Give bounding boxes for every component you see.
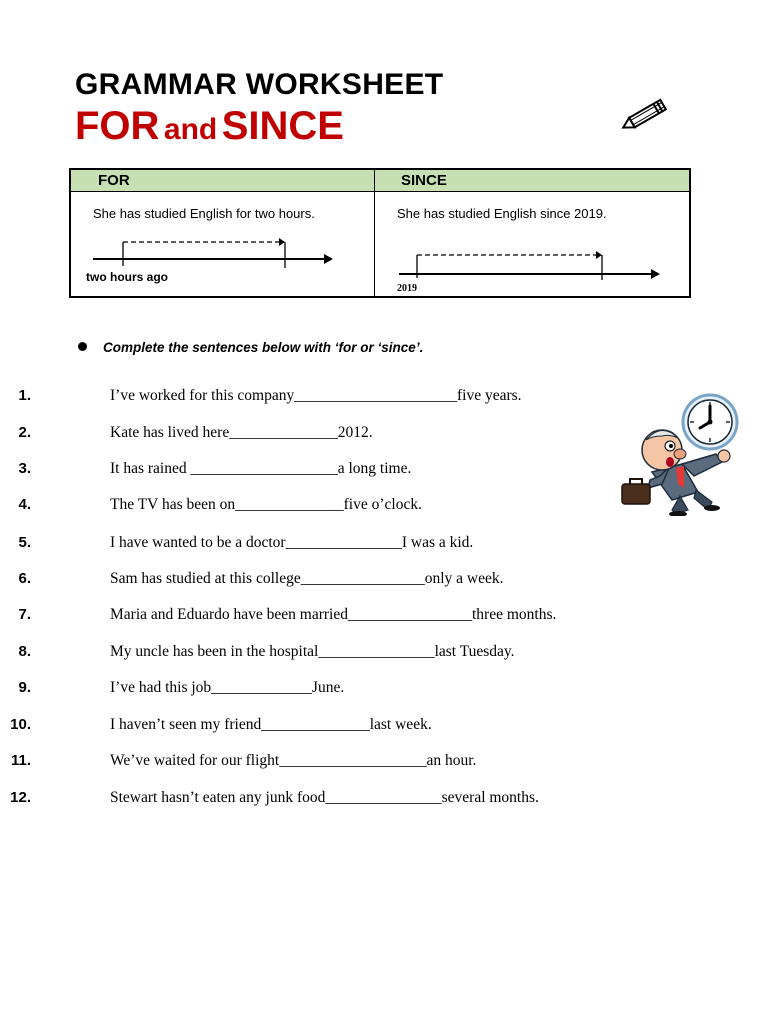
- question-text: It has rained ___________________a long time.: [110, 460, 412, 477]
- for-example: She has studied English for two hours.: [93, 206, 315, 221]
- question-8: [0, 641, 700, 665]
- question-2: [0, 422, 700, 446]
- since-timeline-label: 2019: [397, 283, 417, 294]
- worksheet-subtitle: [75, 104, 344, 149]
- clock-businessman-illustration: [612, 392, 742, 516]
- question-number: 7.: [18, 606, 31, 623]
- question-5: [0, 532, 700, 556]
- since-column: [375, 170, 689, 296]
- question-number: 5.: [18, 534, 31, 551]
- worksheet-title: GRAMMAR WORKSHEET: [75, 68, 444, 101]
- question-text: We’ve waited for our flight___________________an hour.: [110, 752, 477, 769]
- question-number: 8.: [18, 643, 31, 660]
- subtitle-and: and: [163, 113, 218, 146]
- question-3: [0, 458, 700, 482]
- for-column: [71, 170, 375, 296]
- question-number: 1.: [18, 387, 31, 404]
- question-6: [0, 568, 700, 592]
- question-number: 2.: [18, 424, 31, 441]
- question-text: I’ve worked for this company_____________________five years.: [110, 387, 522, 404]
- question-text: Maria and Eduardo have been married________________three months.: [110, 606, 557, 623]
- question-number: 11.: [10, 752, 31, 769]
- question-10: [0, 714, 700, 738]
- for-since-reference-table: [69, 168, 691, 298]
- question-text: My uncle has been in the hospital_______________last Tuesday.: [110, 643, 515, 660]
- question-number: 6.: [18, 570, 31, 587]
- pencil-icon: [618, 95, 674, 135]
- question-number: 12.: [10, 789, 31, 806]
- bullet-icon: [78, 342, 87, 351]
- question-number: 4.: [18, 496, 31, 513]
- question-7: [0, 604, 700, 628]
- question-1: [0, 385, 700, 409]
- since-timeline: [375, 170, 689, 298]
- question-text: I’ve had this job_____________June.: [110, 679, 345, 696]
- question-text: The TV has been on______________five o’clock.: [110, 496, 422, 513]
- question-text: I haven’t seen my friend______________last week.: [110, 716, 432, 733]
- question-number: 3.: [18, 460, 31, 477]
- question-text: Sam has studied at this college________________only a week.: [110, 570, 504, 587]
- clock-icon: [683, 395, 737, 449]
- question-9: [0, 677, 700, 701]
- instruction: [78, 340, 423, 355]
- subtitle-for: FOR: [75, 104, 160, 148]
- question-text: Kate has lived here______________2012.: [110, 424, 373, 441]
- question-11: [0, 750, 700, 774]
- for-timeline-label: two hours ago: [86, 270, 168, 284]
- since-heading: SINCE: [375, 170, 689, 192]
- since-example: She has studied English since 2019.: [397, 206, 607, 221]
- question-4: [0, 494, 700, 518]
- question-number: 10.: [10, 716, 31, 733]
- for-heading: FOR: [71, 170, 374, 192]
- question-number: 9.: [18, 679, 31, 696]
- question-12: [0, 787, 700, 811]
- question-text: Stewart hasn’t eaten any junk food_______________several months.: [110, 789, 539, 806]
- subtitle-since: SINCE: [221, 104, 344, 148]
- question-text: I have wanted to be a doctor_______________I was a kid.: [110, 534, 474, 551]
- instruction-text: Complete the sentences below with ‘for or ‘since’.: [103, 340, 424, 355]
